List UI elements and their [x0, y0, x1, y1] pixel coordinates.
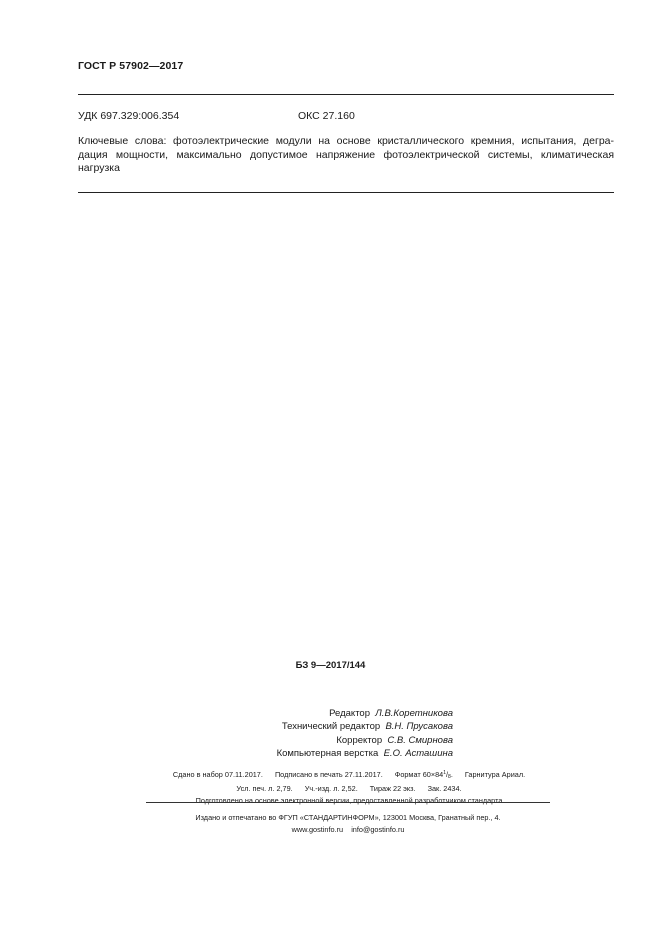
keywords-line: Ключевые слова: фотоэлектрические модули на основе кристаллического кремния, испытания, дегра- [78, 135, 614, 147]
imprint-format: Формат $60\times 84^1/_8$. [394, 770, 453, 780]
document-code: ГОСТ Р 57902—2017 [78, 60, 184, 72]
keywords-block [78, 135, 614, 176]
credit-editor [150, 707, 453, 720]
credit-name: Е.О. Асташина [383, 748, 453, 760]
imprint-block [146, 767, 552, 807]
bottom-divider [78, 192, 614, 193]
credits-block [150, 707, 453, 761]
publisher-line: Издано и отпечатано во ФГУП «СТАНДАРТИНФОРМ», 123001 Москва, Гранатный пер., 4. [195, 813, 501, 822]
imprint-line-1 [146, 767, 552, 783]
keywords-line: дация мощности, максимально допустимое напряжение фотоэлектрической системы, климатическая [78, 148, 614, 161]
oks-code: ОКС 27.160 [298, 110, 355, 122]
credit-name: В.Н. Прусакова [385, 721, 453, 733]
credit-name: С.В. Смирнова [387, 734, 453, 746]
imprint-sent: Сдано в набор 07.11.2017. [172, 770, 263, 779]
credit-corrector [150, 734, 453, 747]
udk-code: УДК 697.329:006.354 [78, 110, 180, 122]
imprint-uch: Уч.-изд. л. 2,52. [304, 784, 358, 793]
imprint-zak: Зак. 2434. [427, 784, 462, 793]
imprint-signed: Подписано в печать 27.11.2017. [274, 770, 383, 779]
imprint-tirazh: Тираж 22 экз. [369, 784, 416, 793]
keywords-line: нагрузка [78, 162, 120, 174]
publisher-site-link[interactable]: www.gostinfo.ru [291, 825, 344, 834]
credit-role: Компьютерная верстка [276, 748, 379, 760]
credit-layout [150, 747, 453, 760]
credit-role: Корректор [336, 734, 383, 746]
imprint-prepared: Подготовлено на основе электронной версии, предоставленной разработчиком стандарта [195, 796, 503, 805]
imprint-divider [146, 802, 550, 803]
publisher-email-link[interactable]: info@gostinfo.ru [351, 825, 405, 834]
imprint-line-2 [146, 783, 552, 795]
credit-role: Редактор [329, 708, 371, 719]
credit-role: Технический редактор [281, 721, 381, 733]
credit-tech-editor [150, 720, 453, 733]
imprint-usl: Усл. печ. л. 2,79. [236, 784, 293, 793]
credit-name: Л.В.Коретникова [375, 708, 453, 719]
publisher-contacts [146, 825, 550, 834]
top-divider [78, 94, 614, 95]
imprint-font: Гарнитура Ариал. [464, 770, 526, 779]
bz-code: БЗ 9—2017/144 [295, 660, 366, 671]
